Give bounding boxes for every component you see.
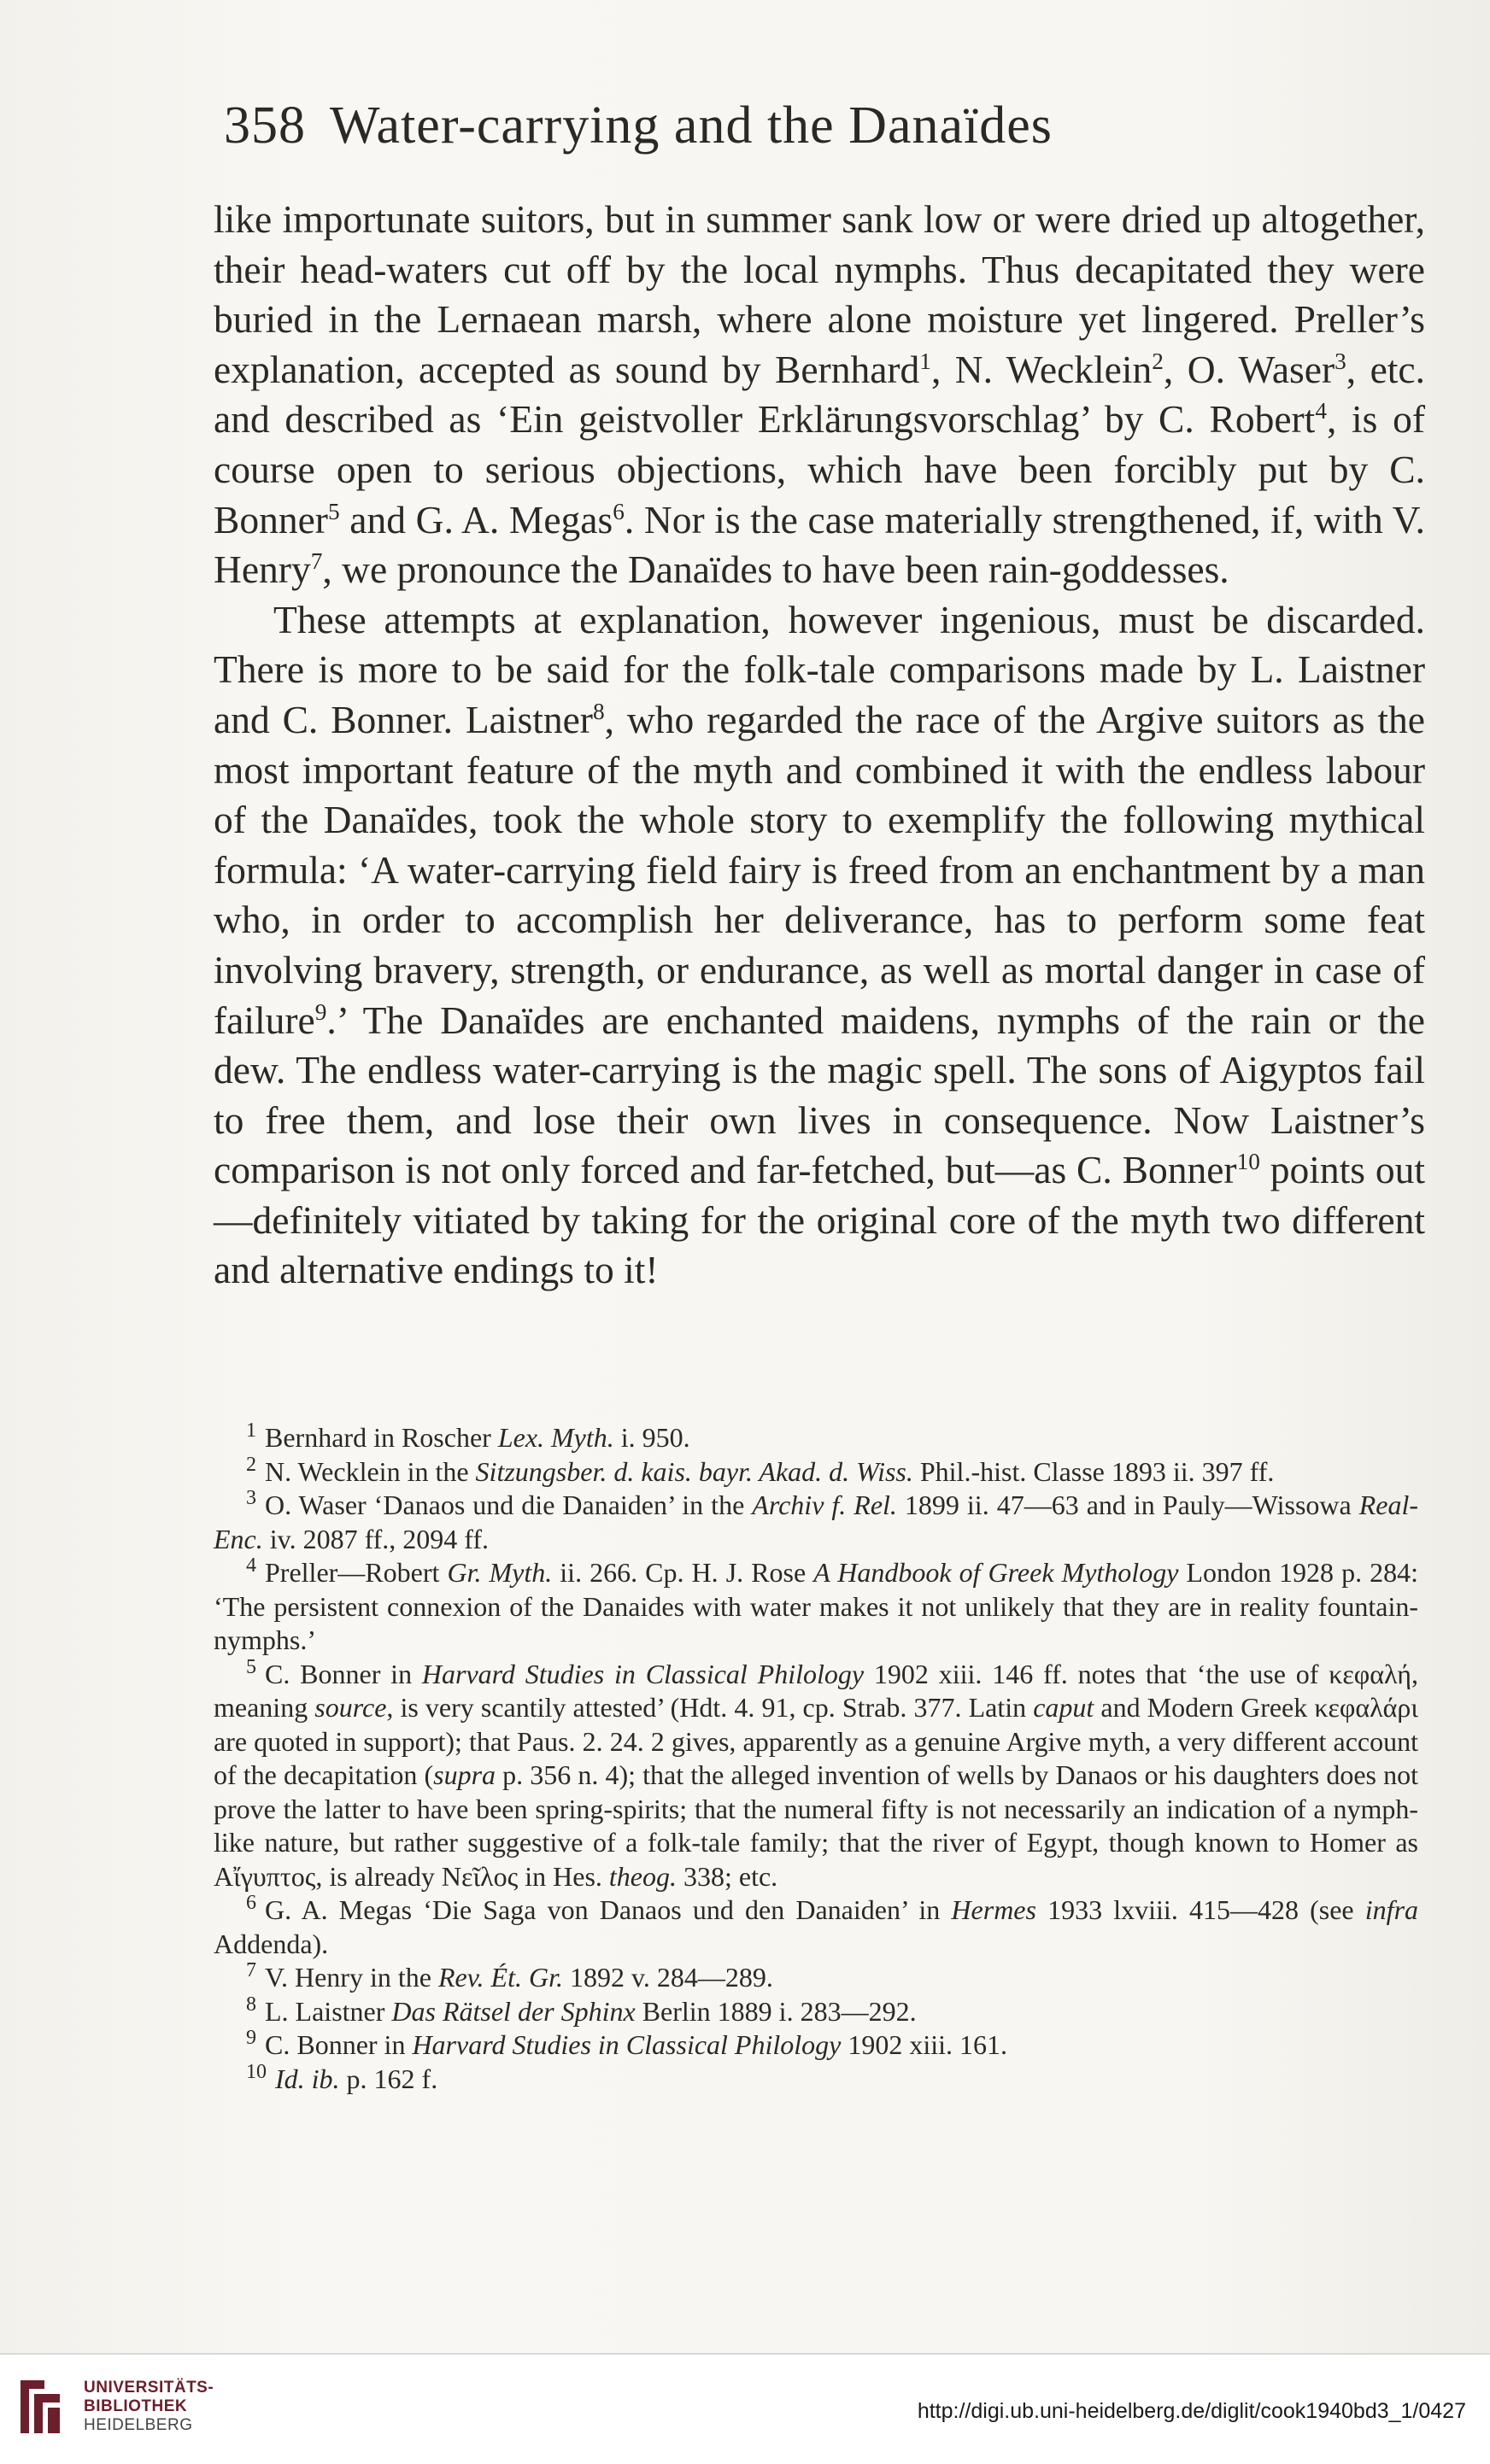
footnote-7 xyxy=(214,1961,1418,1995)
main-text xyxy=(214,195,1425,1296)
italic-title: Das Rätsel der Sphinx xyxy=(391,1995,636,2027)
footnote-ref[interactable]: 4 xyxy=(1315,398,1327,424)
italic-title: Harvard Studies in Classical Philology xyxy=(421,1658,865,1689)
footnote-3 xyxy=(214,1489,1418,1556)
footnote-10 xyxy=(214,2060,1418,2097)
italic-title: Gr. Myth. xyxy=(447,1557,553,1588)
library-name-line: BIBLIOTHEK xyxy=(84,2397,188,2415)
library-name-line: HEIDELBERG xyxy=(84,2416,193,2434)
italic-title: Lex. Myth. xyxy=(497,1422,614,1453)
footnote-ref[interactable]: 3 xyxy=(1335,348,1346,374)
text-run: O. Waser ‘Danaos und die Danaiden’ in the xyxy=(265,1490,753,1520)
footnote-number: 6 xyxy=(246,1892,256,1915)
text-run: p. 162 f. xyxy=(339,2063,438,2094)
footnote-4 xyxy=(214,1556,1418,1658)
footnote-ref[interactable]: 7 xyxy=(310,548,323,574)
text-run: Bernhard in Roscher xyxy=(265,1422,498,1453)
italic-title: supra xyxy=(433,1759,496,1790)
footnote-number: 8 xyxy=(246,1993,256,2016)
footnote-number: 1 xyxy=(246,1419,256,1443)
italic-title: Hermes xyxy=(951,1894,1036,1925)
italic-title: Rev. Ét. Gr. xyxy=(437,1962,563,1993)
paragraph-1 xyxy=(214,195,1425,595)
footnote-number: 4 xyxy=(246,1554,256,1577)
text-run: , is very scantily attested’ (Hdt. 4. 91, cp. Strab. 377. Latin xyxy=(386,1692,1034,1723)
italic-title: Harvard Studies in Classical Philology xyxy=(412,2029,842,2060)
text-run: London 1928 p. 284: ‘The persistent connexion of the Danaides with water makes it not unlikely that they are in reality fountain-nymphs.’ xyxy=(214,1557,1419,1655)
footnote-ref[interactable]: 1 xyxy=(919,348,931,374)
footnotes xyxy=(214,1421,1418,2096)
text-run: , N. Wecklein xyxy=(930,347,1153,391)
text-run: i. 950. xyxy=(613,1422,690,1453)
footnote-ref[interactable]: 2 xyxy=(1152,348,1164,374)
italic-title: caput xyxy=(1033,1692,1094,1723)
text-run: Preller—Robert xyxy=(265,1557,448,1588)
italic-title: source xyxy=(314,1692,387,1723)
text-run: 1933 lxviii. 415—428 (see xyxy=(1035,1894,1365,1925)
permalink-url[interactable]: http://digi.ub.uni-heidelberg.de/diglit/cook1940bd3_1/0427 xyxy=(917,2399,1466,2423)
paragraph-2 xyxy=(214,595,1425,1296)
viewer-footer xyxy=(0,2353,1490,2464)
text-run: points out—definitely vitiated by taking for the original core of the myth two different and alternative endings to it! xyxy=(214,1148,1425,1292)
text-run: G. A. Megas ‘Die Saga von Danaos und den Danaiden’ in xyxy=(265,1894,952,1925)
footnote-9 xyxy=(214,2028,1418,2063)
text-run: Berlin 1889 i. 283—292. xyxy=(635,1995,917,2027)
text-run: Phil.-hist. Classe 1893 ii. 397 ff. xyxy=(912,1455,1275,1487)
italic-title: Real-Enc. xyxy=(214,1490,1419,1554)
text-run: 1899 ii. 47—63 and in Pauly—Wissowa xyxy=(896,1490,1359,1520)
text-run: N. Wecklein in the xyxy=(265,1455,476,1487)
text-run: 338; etc. xyxy=(676,1860,778,1892)
footnote-ref[interactable]: 9 xyxy=(314,998,327,1025)
italic-title: Id. ib. xyxy=(275,2063,340,2094)
text-run: . Nor is the case materially strengthened, if, with V. Henry xyxy=(214,497,1425,592)
text-run: p. 356 n. 4); that the alleged invention of wells by Danaos or his daughters does not prove the latter to have been spring-spirits; that the numeral fifty is not necessarily an indication of a nymph-like nature, but rather suggestive of a folk-tale family; that the river of Egypt, though known to Homer as Αἴγυπτος, is already Νεῖλος in Hes. xyxy=(214,1759,1419,1892)
footnote-number: 9 xyxy=(246,2027,256,2050)
text-run: , is of course open to serious objections, which have been forcibly put by C. Bonner xyxy=(214,397,1425,541)
footnote-ref[interactable]: 5 xyxy=(327,498,340,524)
italic-title: Sitzungsber. d. kais. bayr. Akad. d. Wiss. xyxy=(475,1455,913,1487)
page-number: 358 xyxy=(224,97,306,155)
text-run: and G. A. Megas xyxy=(339,497,613,541)
italic-title: A Handbook of Greek Mythology xyxy=(813,1557,1179,1588)
footnote-ref[interactable]: 6 xyxy=(613,498,625,524)
text-run: C. Bonner in xyxy=(265,1658,422,1689)
library-logo-icon xyxy=(14,2373,67,2440)
library-name xyxy=(84,2379,214,2435)
text-run: 1902 xiii. 146 ff. notes that ‘the use of κεφαλή, meaning xyxy=(214,1658,1419,1723)
library-name-line: UNIVERSITÄTS- xyxy=(84,2379,214,2397)
footnote-number: 5 xyxy=(246,1655,256,1678)
italic-title: infra xyxy=(1364,1894,1419,1925)
text-run: iv. 2087 ff., 2094 ff. xyxy=(262,1523,490,1554)
text-run: , who regarded the race of the Argive suitors as the most important feature of the myth and combined it with the endless labour of the Danaïdes, took the whole story to exemplify the following mythical formula: ‘A water-carrying field fairy is freed from an enchantment by a man who, in order to accomplish her deliverance, has to perform some feat involving bravery, strength, or endurance, as well as mortal danger in case of failure xyxy=(214,697,1425,1042)
footnote-number: 3 xyxy=(246,1487,256,1510)
footnote-2 xyxy=(214,1455,1418,1490)
footnote-6 xyxy=(214,1893,1418,1961)
text-run: These attempts at explanation, however ingenious, must be discarded. There is more to be said for the folk-tale comparisons made by L. Laistner and C. Bonner. Laistner xyxy=(214,597,1425,741)
text-run: and Modern Greek κεφαλάρι are quoted in support); that Paus. 2. 24. 2 gives, apparently as a genuine Argive myth, a very different account of the decapitation ( xyxy=(214,1692,1419,1790)
footnote-number: 7 xyxy=(246,1959,256,1982)
text-run: ii. 266. Cp. H. J. Rose xyxy=(552,1557,814,1588)
text-run: like importunate suitors, but in summer sank low or were dried up altogether, their head-waters cut off by the local nymphs. Thus decapitated they were buried in the Lernaean marsh, where alone moisture yet lingered. Preller’s explanation, accepted as sound by Bernhard xyxy=(214,197,1425,391)
text-run: .’ The Danaïdes are enchanted maidens, nymphs of the rain or the dew. The endless water-carrying is the magic spell. The sons of Aigyptos fail to free them, and lose their own lives in consequence. Now Laistner’s comparison is not only forced and far-fetched, but—as C. Bonner xyxy=(214,998,1425,1192)
footnote-5 xyxy=(214,1655,1419,1894)
footnote-ref[interactable]: 8 xyxy=(592,698,605,724)
text-run: V. Henry in the xyxy=(265,1962,438,1993)
text-run: L. Laistner xyxy=(265,1995,392,2027)
running-title: Water-carrying and the Danaïdes xyxy=(330,97,1053,155)
italic-title: theog. xyxy=(608,1860,677,1892)
text-run: , we pronounce the Danaïdes to have been rain-goddesses. xyxy=(322,547,1229,592)
text-run: C. Bonner in xyxy=(265,2029,413,2060)
running-header xyxy=(224,96,1471,190)
text-run: 1892 v. 284—289. xyxy=(562,1962,773,1993)
text-run: , etc. and described as ‘Ein geistvoller Erklärungsvorschlag’ by C. Robert xyxy=(214,347,1425,442)
footnote-8 xyxy=(214,1995,1418,2029)
footnote-1 xyxy=(214,1421,1418,1455)
text-run: 1902 xiii. 161. xyxy=(841,2029,1008,2060)
footnote-ref[interactable]: 10 xyxy=(1236,1149,1260,1175)
footnote-number: 10 xyxy=(246,2060,267,2083)
text-run: , O. Waser xyxy=(1163,347,1335,391)
footnote-number: 2 xyxy=(246,1453,256,1476)
text-run: Addenda). xyxy=(214,1928,329,1959)
italic-title: Archiv f. Rel. xyxy=(752,1490,897,1520)
